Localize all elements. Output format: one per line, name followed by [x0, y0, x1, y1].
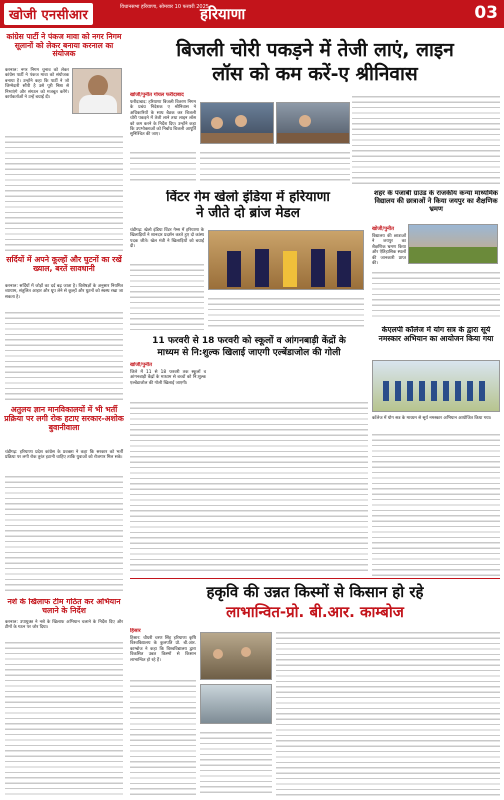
- story3-text-fill: [5, 472, 123, 594]
- jaipur-text-fill: [372, 268, 500, 320]
- bottom-byline: हिसार: [130, 628, 141, 634]
- story2-text-fill: [5, 308, 123, 403]
- page-header: [0, 0, 504, 28]
- winter-games-photo: [208, 230, 364, 290]
- albendazole-byline: खोजी/पुनीत: [130, 362, 152, 368]
- winter-games-headline-line1: विंटर गेम खेलो इंडिया में हरियाणा: [166, 190, 330, 205]
- lead-headline-line1: बिजली चोरी पकड़ने में तेजी लाएं, लाइन: [176, 39, 454, 61]
- story1-text-fill: [5, 132, 123, 252]
- bottom-text-fill-2: [276, 628, 500, 796]
- jaipur-headline: शहर के पंजाबी ग्राउंड के राजकीय कन्या माध्यमिक विद्यालय की छात्राओं ने किया जयपुर का शैक्षणिक भ्रमण: [373, 190, 499, 213]
- person-photo: [72, 68, 122, 114]
- bottom-text-fill-1: [130, 676, 196, 796]
- jaipur-story: [372, 190, 500, 320]
- story3-headline: अतुलय ज्ञान मानविकालयों में भी भर्ती प्रक्रिया पर लगी रोक हटाए सरकार-अशोक बुवानीवाला: [4, 405, 124, 432]
- bottom-text-fill-3: [200, 728, 272, 796]
- lead-meeting-photo-2: [276, 102, 350, 144]
- lead-body: फरीदाबाद: हरियाणा बिजली वितरण निगम के प्रबंध निदेशक ए श्रीनिवास ने अधिकारियों के साथ बैठक कर बिजली चोरी पकड़ने में तेजी लाने तथा लाइन लॉस को कम करने के निर्देश दिए। उन्होंने कहा कि उपभोक्ताओं को निर्बाध बिजली आपूर्ति सुनिश्चित की जाए।: [130, 100, 196, 138]
- winter-games-text-fill-2: [208, 294, 364, 330]
- yoga-headline: केएलपी कॉलेज में योग सत्र के द्वारा सूर्य नमस्कार अभियान का आयोजन किया गया: [378, 326, 494, 343]
- drug-campaign-story: [4, 598, 124, 796]
- story3-body: चंडीगढ़: हरियाणा प्रदेश कांग्रेस के प्रवक्ता ने कहा कि सरकार को भर्ती प्रक्रिया पर लगी रोक तुरंत हटानी चाहिए ताकि युवाओं को रोजगार मिल सके।: [5, 450, 123, 461]
- story1-headline: कांग्रेस पार्टी ने पंकज मावा को नगर निगम सूलानों को लेकर बनाया करनाल का संयोजक: [6, 32, 122, 59]
- yoga-story: [372, 326, 500, 576]
- story1-body: करनाल: नगर निगम चुनाव को लेकर कांग्रेस पार्टी ने पंकज मावा को संयोजक बनाया है। उन्होंने कहा कि पार्टी ने जो जिम्मेदारी सौंपी है उसे पूरी निष्ठा से निभाएंगे और संगठन को मजबूत करेंगे। कार्यकर्ताओं ने उन्हें बधाई दी।: [5, 68, 69, 101]
- winter-games-story: [130, 190, 366, 330]
- winter-games-body: चंडीगढ़: खेलो इंडिया विंटर गेम्स में हरियाणा के खिलाड़ियों ने शानदार प्रदर्शन करते हुए दो कांस्य पदक जीते। खेल मंत्री ने खिलाड़ियों को बधाई दी।: [130, 228, 204, 250]
- bottom-headline-line2: लाभान्वित-प्रो. बी.आर. काम्बोज: [226, 603, 404, 621]
- bottom-headline-line1: हकृवि की उन्नत किस्मों से किसान हो रहे: [206, 583, 424, 601]
- winter-games-text-fill: [130, 260, 204, 330]
- dateline: विधानसभा हरियाणा, सोमवार 10 फरवरी 2025: [120, 4, 209, 10]
- jaipur-photo: [408, 224, 498, 264]
- bottom-photo-1: [200, 632, 272, 680]
- lead-meeting-photo-1: [200, 102, 274, 144]
- albendazole-story: [130, 362, 368, 574]
- bottom-photo-2: [200, 684, 272, 724]
- albendazole-body: जिले में 11 से 18 फरवरी तक स्कूलों व आंगनबाड़ी केंद्रों के माध्यम से बच्चों को नि:शुल्क एल्बेंडाजोल की गोली खिलाई जाएगी।: [130, 370, 206, 386]
- lead-headline-line2: लॉस को कम करें-ए श्रीनिवास: [212, 63, 418, 85]
- lead-byline: खोजी/पुनीत गोयल फरीदाबाद: [130, 92, 184, 98]
- story4-headline: नशे के खिलाफ टीम गठित कर अभियान चलाने के निर्देश: [7, 598, 121, 615]
- albendazole-headline-line1: 11 फरवरी से 18 फरवरी को स्कूलों व आंगनबाड़ी केंद्रों के: [152, 336, 346, 346]
- story2-body: करनाल: सर्दियों में जोड़ों का दर्द बढ़ जाता है। विशेषज्ञों के अनुसार नियमित व्यायाम, संतुलित आहार और धूप लेने से कूल्हों और घुटनों को स्वस्थ रखा जा सकता है।: [5, 284, 123, 300]
- yoga-text-fill: [372, 430, 500, 576]
- yoga-photo: [372, 360, 500, 412]
- lead-text-fill-bottom: [200, 148, 350, 184]
- bottom-body: हिसार: चौधरी चरण सिंह हरियाणा कृषि विश्वविद्यालय के कुलपति प्रो. बी.आर. काम्बोज ने कहा कि विश्वविद्यालय द्वारा विकसित उन्नत किस्मों से किसान लाभान्वित हो रहे हैं।: [130, 636, 196, 663]
- albendazole-headline-line2: माध्यम से नि:शुल्क खिलाई जाएगी एल्बेंडाजोल की गोली: [157, 348, 341, 358]
- lead-text-fill-right: [352, 92, 500, 184]
- masthead: खोजी एनसीआर: [4, 3, 93, 25]
- yoga-body: कॉलेज में योग सत्र के माध्यम से सूर्य नमस्कार अभियान आयोजित किया गया।: [372, 416, 492, 421]
- lead-text-fill-left: [130, 148, 196, 184]
- left-column: [4, 32, 124, 594]
- jaipur-body: विद्यालय की छात्राओं ने जयपुर का शैक्षणिक भ्रमण किया और ऐतिहासिक स्थलों की जानकारी प्राप्त की।: [372, 234, 406, 267]
- lead-story: [130, 92, 500, 184]
- story4-body: करनाल: उपायुक्त ने नशे के खिलाफ अभियान चलाने के निर्देश दिए और टीमों के गठन पर जोर दिया।: [5, 620, 123, 631]
- bottom-story: [130, 628, 500, 796]
- section-title: हरियाणा: [200, 5, 246, 23]
- story4-text-fill: [5, 638, 123, 796]
- story2-headline: सर्दियों में अपने कूल्हों और घुटनों का रखें ख्याल, बरतें सावधानी: [6, 255, 122, 273]
- bottom-divider: [130, 578, 500, 579]
- winter-games-headline-line2: ने जीते दो ब्रांज मेडल: [196, 204, 300, 221]
- page-number: 03: [474, 3, 498, 23]
- jaipur-byline: खोजी/पुनीत: [372, 226, 394, 232]
- albendazole-text-fill: [130, 398, 368, 574]
